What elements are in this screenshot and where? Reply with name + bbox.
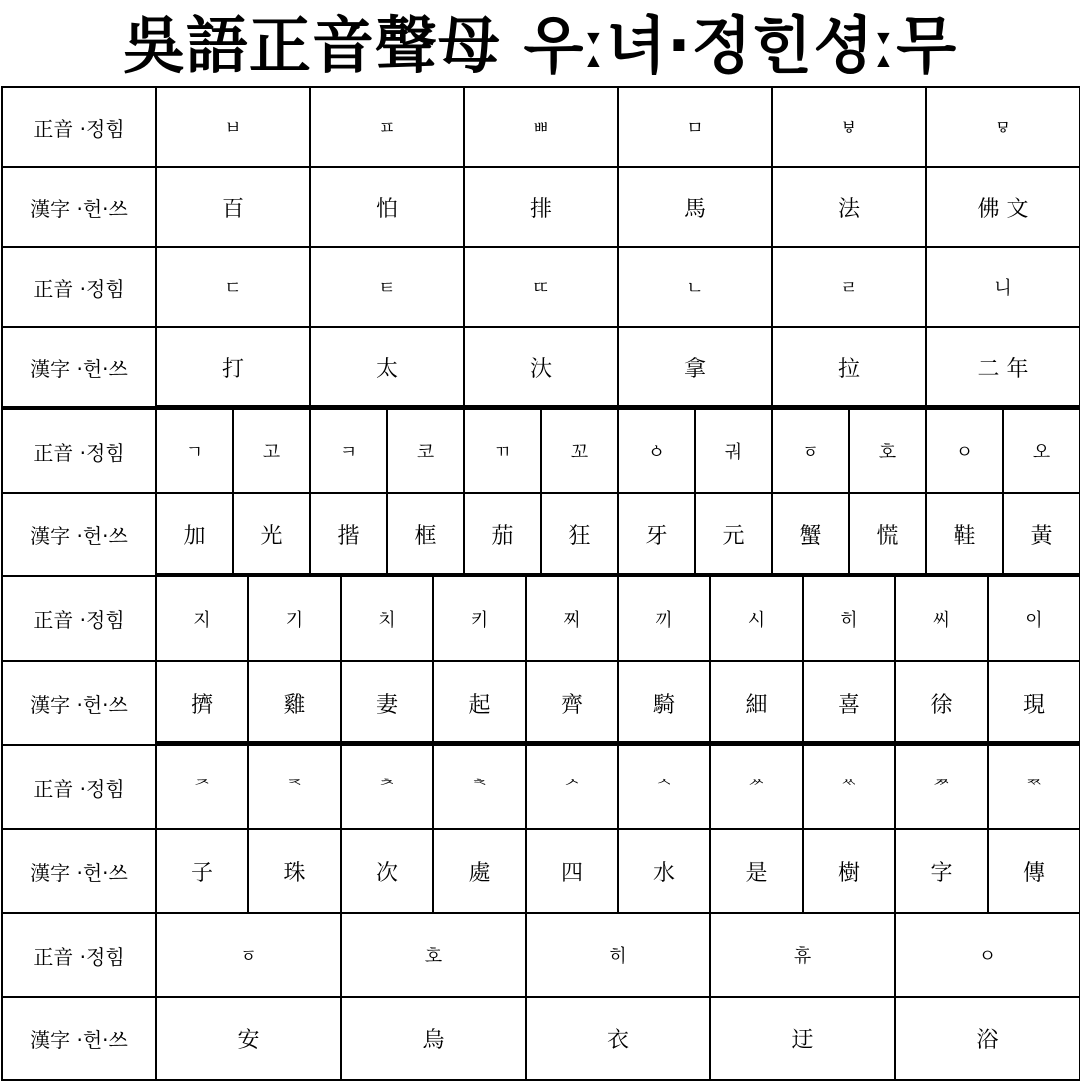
row-label-hanja: 漢字 ·헌·쓰 (1, 326, 157, 408)
jamo-cell: ㄷ (155, 246, 311, 328)
jamo-cell: 오 (1002, 408, 1080, 494)
jamo-cell: ᄽ (709, 744, 804, 830)
hanja-cell: 百 (155, 166, 311, 248)
jamo-cell: 히 (802, 575, 896, 662)
jamo-cell: ㅱ (925, 86, 1080, 168)
hanja-cell: 喜 (802, 660, 896, 746)
hanja-cell: 加 (155, 492, 234, 577)
hanja-cell: 拿 (617, 326, 773, 408)
jamo-cell: 치 (340, 575, 434, 662)
jamo-cell: 지 (155, 575, 249, 662)
row-label-jamo: 正音 ·정힘 (1, 246, 157, 328)
hanja-cell: 妻 (340, 660, 434, 746)
jamo-cell: 호 (848, 408, 927, 494)
hanja-cell: 珠 (247, 828, 342, 914)
jamo-cell: ㆁ (617, 408, 696, 494)
row-label-hanja: 漢字 ·헌·쓰 (1, 996, 157, 1081)
jamo-cell: ᅑ (987, 744, 1080, 830)
hanja-cell: 打 (155, 326, 311, 408)
row-label-jamo: 正音 ·정힘 (1, 408, 157, 494)
jamo-cell: 궈 (694, 408, 773, 494)
jamo-cell: ㆆ (771, 408, 850, 494)
jamo-cell: ㄹ (771, 246, 927, 328)
hanja-cell: 衣 (525, 996, 711, 1081)
hanja-cell: 揩 (309, 492, 388, 577)
hanja-cell: 茄 (463, 492, 542, 577)
jamo-cell: ᄾ (617, 744, 711, 830)
hanja-cell: 擠 (155, 660, 249, 746)
hanja-cell: 浴 (894, 996, 1080, 1081)
hanja-cell: 慌 (848, 492, 927, 577)
jamo-cell: ㅋ (309, 408, 388, 494)
jamo-cell: ㄴ (617, 246, 773, 328)
hanja-cell: 傳 (987, 828, 1080, 914)
hanja-cell: 烏 (340, 996, 527, 1081)
hanja-cell: 次 (340, 828, 434, 914)
row-label-jamo: 正音 ·정힘 (1, 912, 157, 998)
jamo-cell: ᄿ (802, 744, 896, 830)
jamo-cell: 코 (386, 408, 465, 494)
jamo-cell: ㄸ (463, 246, 619, 328)
jamo-cell: 히 (525, 912, 711, 998)
hanja-cell: 現 (987, 660, 1080, 746)
hanja-cell: 雞 (247, 660, 342, 746)
row-label-jamo: 正音 ·정힘 (1, 86, 157, 168)
jamo-cell: ㆆ (155, 912, 342, 998)
hanja-cell: 四 (525, 828, 619, 914)
jamo-cell: 시 (709, 575, 804, 662)
jamo-cell: ㅃ (463, 86, 619, 168)
hanja-cell: 水 (617, 828, 711, 914)
jamo-cell: 휴 (709, 912, 896, 998)
jamo-cell: 꼬 (540, 408, 619, 494)
hanja-cell: 處 (432, 828, 527, 914)
hanja-cell: 起 (432, 660, 527, 746)
row-label-hanja: 漢字 ·헌·쓰 (1, 828, 157, 914)
jamo-cell: ㄲ (463, 408, 542, 494)
jamo-cell: ᅕ (432, 744, 527, 830)
hanja-cell: 細 (709, 660, 804, 746)
hanja-cell: 光 (232, 492, 311, 577)
hanja-cell: 排 (463, 166, 619, 248)
section-divider (155, 573, 1080, 577)
hanja-cell: 拉 (771, 326, 927, 408)
jamo-cell: ᅔ (340, 744, 434, 830)
hanja-cell: 元 (694, 492, 773, 577)
jamo-cell: ㅁ (617, 86, 773, 168)
jamo-cell: ᅎ (155, 744, 249, 830)
jamo-cell: ㅇ (894, 912, 1080, 998)
jamo-cell: ᅏ (894, 744, 989, 830)
hanja-cell: 佛 文 (925, 166, 1080, 248)
row-label-hanja: 漢字 ·헌·쓰 (1, 492, 157, 577)
jamo-cell: ㅇ (925, 408, 1004, 494)
hanja-cell: 字 (894, 828, 989, 914)
jamo-cell: ᅐ (247, 744, 342, 830)
hanja-cell: 馬 (617, 166, 773, 248)
jamo-cell: ㅸ (771, 86, 927, 168)
hanja-cell: 汏 (463, 326, 619, 408)
jamo-cell: 기 (247, 575, 342, 662)
jamo-cell: ㅌ (309, 246, 465, 328)
hanja-cell: 牙 (617, 492, 696, 577)
jamo-cell: 고 (232, 408, 311, 494)
hanja-cell: 二 年 (925, 326, 1080, 408)
jamo-cell: 호 (340, 912, 527, 998)
page-title: 吳語正音聲母 우ː녀·정힌셩ː무 (122, 9, 958, 82)
row-label-jamo: 正音 ·정힘 (1, 744, 157, 830)
jamo-cell: 이 (987, 575, 1080, 662)
hanja-cell: 齊 (525, 660, 619, 746)
jamo-cell: ㅍ (309, 86, 465, 168)
hanja-cell: 怕 (309, 166, 465, 248)
jamo-cell: 끼 (617, 575, 711, 662)
hanja-cell: 樹 (802, 828, 896, 914)
hanja-cell: 是 (709, 828, 804, 914)
jamo-cell: 키 (432, 575, 527, 662)
hanja-cell: 子 (155, 828, 249, 914)
jamo-cell: ᄼ (525, 744, 619, 830)
hanja-cell: 狂 (540, 492, 619, 577)
section-divider (155, 741, 1080, 745)
section-divider (155, 405, 1080, 409)
hanja-cell: 安 (155, 996, 342, 1081)
hanja-cell: 騎 (617, 660, 711, 746)
hanja-cell: 蟹 (771, 492, 850, 577)
hanja-cell: 徐 (894, 660, 989, 746)
hanja-cell: 法 (771, 166, 927, 248)
hanja-cell: 迂 (709, 996, 896, 1081)
hanja-cell: 框 (386, 492, 465, 577)
hanja-cell: 黃 (1002, 492, 1080, 577)
jamo-cell: ㄱ (155, 408, 234, 494)
jamo-cell: ㅂ (155, 86, 311, 168)
hanja-cell: 鞋 (925, 492, 1004, 577)
row-label-hanja: 漢字 ·헌·쓰 (1, 166, 157, 248)
row-label-hanja: 漢字 ·헌·쓰 (1, 660, 157, 746)
hanja-cell: 太 (309, 326, 465, 408)
jamo-cell: 찌 (525, 575, 619, 662)
jamo-cell: 씨 (894, 575, 989, 662)
row-label-jamo: 正音 ·정힘 (1, 575, 157, 662)
jamo-cell: 니 (925, 246, 1080, 328)
